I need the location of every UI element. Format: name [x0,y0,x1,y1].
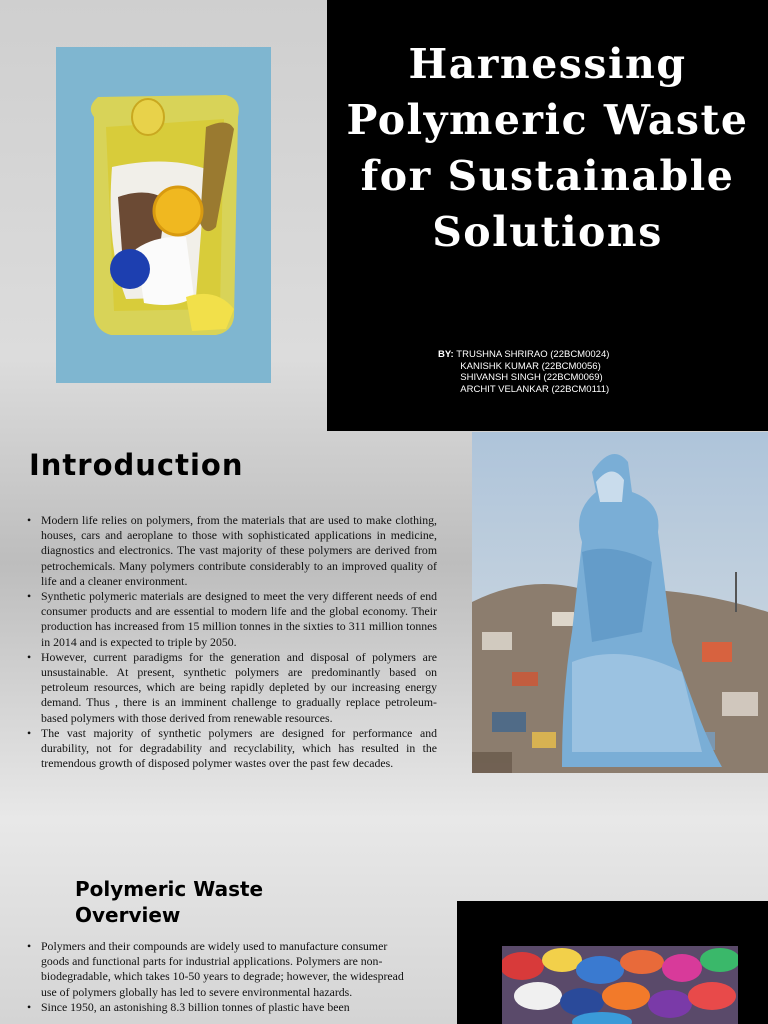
author-name: ARCHIT VELANKAR (22BCM0111) [460,383,610,395]
author-block [438,349,609,395]
list-item: • Modern life relies on polymers, from the materials that are used to make clothing, houses, cars and aeroplane to those with sophisticated applications in medicine, diagnostics and electronics. The vast majority of these polymers are derived from petrochemicals. Many polymers contribute considerably to an improved quality of life and a cleaner environment. [27,513,437,589]
by-label: BY: [438,349,454,360]
introduction-heading: Introduction [29,448,244,482]
waste-bin-photo [56,47,271,383]
author-name: KANISHK KUMAR (22BCM0056) [460,360,601,372]
title-panel [327,0,768,431]
list-item: • Since 1950, an astonishing 8.3 billion tonnes of plastic have been [27,1000,407,1015]
overview-list [27,939,407,1015]
author-name: SHIVANSH SINGH (22BCM0069) [460,372,603,383]
clothes-pile-photo [502,946,738,1024]
presentation-title: Harnessing Polymeric Waste for Sustainable Solutions [346,40,749,256]
list-item: • The vast majority of synthetic polymers are designed for performance and durability, not for degradability and recyclability, which has resulted in the tremendous growth of disposed polymer wastes over the past few decades. [27,726,437,772]
clothes-photo-panel [457,901,768,1024]
list-item: • Synthetic polymeric materials are designed to meet the very different needs of end consumer products and are essential to modern life and the global economy. Their production has increased from 15 million tonnes in the sixties to 311 million tonnes in 2014 and is expected to triple by 2050. [27,589,437,650]
author-name: TRUSHNA SHRIRAO (22BCM0024) [456,349,610,360]
author-names [456,349,609,395]
list-item: • However, current paradigms for the generation and disposal of polymers are unsustainable. At present, synthetic polymers are predominantly based on petroleum resources, which are being rapidly depleted by our increasing energy demand. Thus , there is an imminent challenge to gradually replace petroleum-based polymers with those derived from renewable resources. [27,650,437,726]
list-item: • Polymers and their compounds are widely used to manufacture consumer goods and functional parts for industrial applications. Polymers are non-biodegradable, which takes 10-50 years to degrade; however, the widespread use of polymers globally has led to severe environmental hazards. [27,939,407,1000]
introduction-list [27,513,437,771]
overview-heading: Polymeric Waste Overview [75,877,264,927]
plastic-dress-photo [472,432,768,773]
